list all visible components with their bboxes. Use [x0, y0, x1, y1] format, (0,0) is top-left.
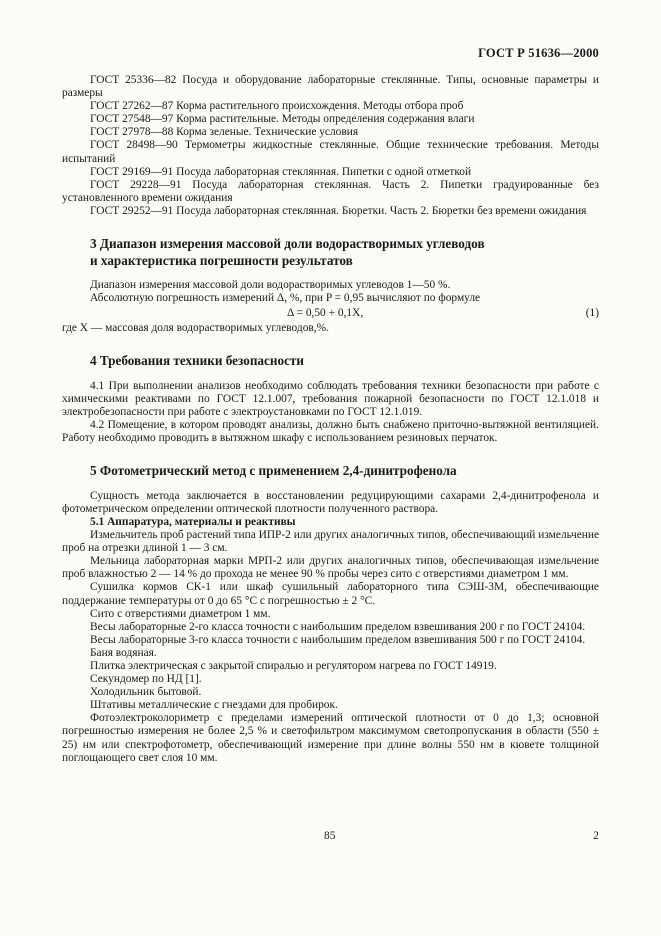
reference-item: ГОСТ 27262—87 Корма растительного происхождения. Методы отбора проб: [90, 100, 464, 113]
equipment-item: Измельчитель проб растений типа ИПР-2 или других аналогичных типов, обеспечивающий измельчение проб на отрезки длиной 1 — 3 см.: [62, 529, 599, 555]
section-3-range-text: Диапазон измерения массовой доли водорастворимых углеводов 1—50 %.: [90, 279, 451, 292]
section-5-title: 5 Фотометрический метод с применением 2,4-динитрофенола: [90, 463, 457, 479]
reference-item: ГОСТ 27548—97 Корма растительные. Методы определения содержания влаги: [90, 113, 475, 126]
section-5-heading: [62, 463, 599, 480]
subsection-5-1-title: 5.1 Аппаратура, материалы и реактивы: [90, 515, 296, 528]
section-5-intro: Сущность метода заключается в восстановлении редуцирующими сахарами 2,4-динитрофенола и фотометрическом определении оптической плотности полученного раствора.: [62, 489, 599, 515]
sheet-number: 2: [593, 830, 599, 842]
reference-item: ГОСТ 29228—91 Посуда лабораторная стеклянная. Часть 2. Пипетки градуированные без установленного времени ожидания: [62, 178, 599, 204]
equipment-item: Мельница лабораторная марки МРП-2 или других аналогичных типов, обеспечивающая измельчение проб влажностью 2 — 14 % до прохода не менее 90 % пробы через сито с отверстиями диаметром 1 мм.: [62, 555, 599, 581]
page-number: 85: [324, 830, 336, 842]
equipment-item: Сито с отверстиями диаметром 1 мм.: [90, 607, 271, 620]
section-4-title: 4 Требования техники безопасности: [90, 353, 305, 369]
reference-item: ГОСТ 28498—90 Термометры жидкостные стеклянные. Общие технические требования. Методы испытаний: [62, 139, 599, 165]
formula-explanation: где X — массовая доля водорастворимых углеводов,%.: [62, 322, 329, 335]
reference-item: ГОСТ 27978—88 Корма зеленые. Технические условия: [90, 126, 359, 139]
equipment-item: Весы лабораторные 3-го класса точности с наибольшим пределом взвешивания 500 г по ГОСТ 24104.: [90, 633, 586, 646]
section-4-heading: [62, 353, 599, 370]
reference-item: ГОСТ 29169—91 Посуда лабораторная стеклянная. Пипетки с одной отметкой: [90, 165, 472, 178]
equipment-item: Сушилка кормов СК-1 или шкаф сушильный лабораторного типа СЭШ-3М, обеспечивающие поддержание температуры от 0 до 65 °С с погрешностью ± 2 °С.: [62, 581, 599, 607]
equipment-item: Фотоэлектроколориметр с пределами измерений оптической плотности от 0 до 1,3; основной погрешностью измерения не более 2,5 % и светофильтром максимумом светопропускания в области (550 ± 25) нм или спектрофотометр, обеспечивающий измерение при длине волны 550 нм в кювете толщиной поглощающего свет слоя 10 мм.: [62, 712, 599, 764]
equipment-item: Баня водяная.: [90, 646, 157, 659]
equipment-item: Штативы металлические с гнездами для пробирок.: [90, 699, 338, 712]
equipment-item: Холодильник бытовой.: [90, 686, 202, 699]
section-3-title-line-2: и характеристика погрешности результатов: [90, 252, 353, 268]
formula-number: (1): [585, 307, 599, 320]
section-3-error-text: Абсолютную погрешность измерений Δ, %, при P = 0,95 вычисляют по формуле: [90, 292, 481, 305]
equipment-item: Весы лабораторные 2-го класса точности с наибольшим пределом взвешивания 200 г по ГОСТ 24104.: [90, 620, 586, 633]
reference-item: ГОСТ 29252—91 Посуда лабораторная стеклянная. Бюретки. Часть 2. Бюретки без времени ожидания: [90, 204, 587, 217]
document-body: [62, 74, 599, 765]
reference-item: ГОСТ 25336—82 Посуда и оборудование лабораторные стеклянные. Типы, основные параметры и размеры: [62, 74, 599, 100]
equipment-item: Плитка электрическая с закрытой спиралью и регулятором нагрева по ГОСТ 14919.: [90, 660, 497, 672]
formula-1: [62, 305, 599, 322]
equipment-item: Секундомер по НД [1].: [90, 673, 202, 686]
equipment-list: [62, 529, 599, 765]
document-code-header: ГОСТ Р 51636—2000: [478, 46, 599, 60]
normative-references: [62, 74, 599, 218]
section-3-heading: [62, 236, 599, 269]
section-3-title-line-1: 3 Диапазон измерения массовой доли водорастворимых углеводов: [90, 236, 485, 252]
section-4-paragraph-1: 4.1 При выполнении анализов необходимо соблюдать требования техники безопасности при работе с химическими реактивами по ГОСТ 12.1.007, требования пожарной безопасности по ГОСТ 12.1.018 и электробезопасности при работе с электроустановками по ГОСТ 12.1.019.: [62, 379, 599, 418]
section-4-paragraph-2: 4.2 Помещение, в котором проводят анализы, должно быть снабжено приточно-вытяжной вентиляцией. Работу необходимо проводить в вытяжном шкафу с использованием резиновых перчаток.: [62, 419, 599, 445]
formula-expression: Δ = 0,50 + 0,1X,: [287, 307, 364, 320]
